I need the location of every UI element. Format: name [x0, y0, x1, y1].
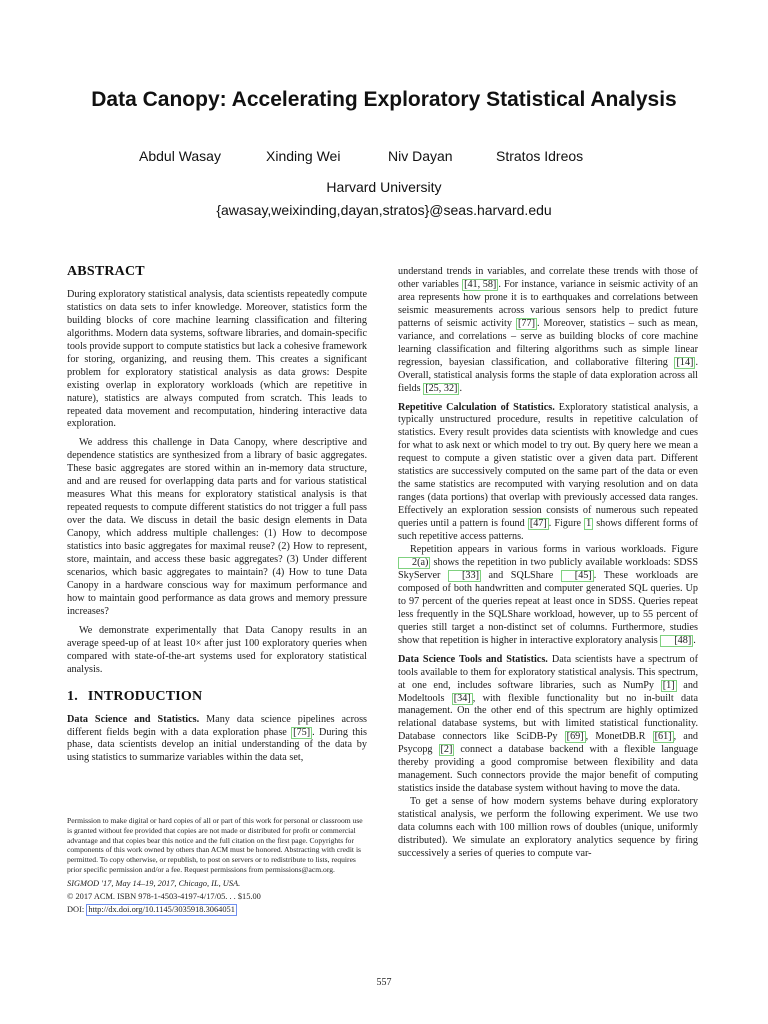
paper-title: Data Canopy: Accelerating Exploratory Statistical Analysis — [91, 88, 677, 111]
figure-reference-link[interactable]: 2(a) — [398, 557, 430, 569]
author-name: Abdul Wasay — [139, 148, 221, 164]
author-emails: {awasay,weixinding,dayan,stratos}@seas.harvard.edu — [216, 202, 552, 218]
right-column — [398, 266, 698, 861]
intro-paragraph: Data Science Tools and Statistics. Data scientists have a spectrum of tools available to them for exploratory statistical analysis. This spectrum, at one end, includes software libraries, such as NumPy [1] and Modeltools [34] , with flexible functionality but no in-built data management. On the other end of this spectrum are highly optimized relational database systems, but with limited statistical functionality. Database connectors like SciDB-Py [69] , MonetDB.R [61] , and Psycopg [2] connect a database backend with a flexible language thereby providing a good compromise between flexibility and data management. Such connectors provide the major benefit of computing statistics inside the database system without having to move the data. — [398, 653, 699, 795]
citation-link[interactable]: [1] — [662, 679, 675, 691]
abstract-heading: ABSTRACT — [67, 264, 145, 279]
citation-link[interactable]: [47] — [529, 518, 547, 530]
citation-link[interactable]: [69] — [566, 731, 584, 743]
citation-link[interactable]: [2] — [440, 744, 453, 756]
citation-link[interactable]: [14] — [676, 356, 694, 368]
author-name: Stratos Idreos — [496, 148, 584, 164]
intro-paragraph: Data Science and Statistics. Many data science pipelines across different fields begin with a data exploration phase [75] . During this phase, data scientists develop an initial understanding of the data by using statistics to summarize variables within the data set, — [67, 713, 367, 764]
doi-line: DOI: http://dx.doi.org/10.1145/3035918.3064051 — [67, 904, 235, 914]
citation-link[interactable]: [34] — [453, 692, 471, 704]
intro-paragraph: To get a sense of how modern systems behave during exploratory statistical analysis, we perform the following experiment. We use two data columns each with 100 million rows of doubles (unique, uniformly distributed). We simulate an exploratory analytics sequence by firing successively a series of queries to compute var- — [398, 796, 698, 859]
copyright-line: © 2017 ACM. ISBN 978-1-4503-4197-4/17/05. . . $15.00 — [67, 891, 261, 901]
section-title: INTRODUCTION — [87, 688, 203, 704]
abstract-paragraph: We demonstrate experimentally that Data Canopy results in an average speed-up of at least 10× after just 100 exploratory queries when compared with state-of-the-art systems used for exploratory statistical analysis. — [67, 624, 367, 675]
citation-link[interactable]: [41, 58] — [464, 278, 497, 290]
copyright-footnote — [67, 816, 367, 916]
left-column — [67, 266, 367, 765]
figure-reference-link[interactable]: 1 — [586, 518, 592, 530]
doi-link[interactable]: http://dx.doi.org/10.1145/3035918.3064051 — [88, 904, 235, 914]
affiliation: Harvard University — [326, 179, 442, 195]
citation-link[interactable]: [61] — [654, 731, 672, 743]
author-name: Niv Dayan — [388, 148, 453, 164]
introduction-heading — [67, 688, 367, 704]
permission-notice: Permission to make digital or hard copies of all or part of this work for personal or classroom use is granted without fee provided that copies are not made or distributed for profit or commercial advantage and that copies bear this notice and the full citation on the first page. Copyrights for components of this work owned by others than ACM must be honored. Abstracting with credit is permitted. To copy otherwise, or republish, to post on servers or to redistribute to lists, requires prior specific permission and/or a fee. Request permissions from permissions@acm.org. — [67, 816, 363, 874]
citation-link[interactable]: [33] — [448, 570, 481, 582]
paragraph-heading: Repetitive Calculation of Statistics. — [398, 401, 555, 413]
citation-link[interactable]: [25, 32] — [425, 382, 458, 394]
intro-paragraph-continued: understand trends in variables, and correlate these trends with those of other variables [41, 58] . For instance, variance in seismic activity of an area represents how prone it is to earthquakes and correlations between seismic measurements across various sensors help to predict future patterns of seismic activity [77] . Moreover, statistics – such as mean, variance, and correlations – serve as building blocks of core machine learning classification and filtering algorithms such as simple linear regression, bayesian classification, and collaborative filtering [14] . Overall, statistical analysis forms the staple of data exploration across all fields [25, 32] . — [398, 266, 698, 394]
citation-link[interactable]: [48] — [660, 635, 693, 647]
abstract-paragraph: During exploratory statistical analysis, data scientists repeatedly compute statistics on data sets to infer knowledge. Moreover, statistics form the building blocks of core machine learning classification and filtering algorithms. Modern data systems, software libraries, and domain-specific tools provide support to compute statistics but lack a cohesive framework for storing, organizing, and reusing them. This creates a significant problem for exploratory statistical analysis as data grows: Despite existing overlap in exploratory workloads (which are repetitive in nature), statistics are always computed from scratch. This leads to repeated data movement and recomputation, hindering interactive data exploration. — [67, 288, 367, 430]
author-list — [0, 148, 768, 166]
citation-link[interactable]: [77] — [517, 317, 535, 329]
citation-link[interactable]: [45] — [561, 570, 594, 582]
section-number: 1. — [67, 688, 78, 704]
citation-link[interactable]: [75] — [293, 726, 311, 738]
abstract-paragraph: We address this challenge in Data Canopy, where descriptive and dependence statistics are synthesized from a library of basic aggregates. These basic aggregates are stored within an in-memory data structure, and and are reused for overlapping data parts and for various statistical measures What this means for exploratory statistical analysis is that repeated requests to compute different statistics do not trigger a full pass over the data. We discuss in detail the basic design elements in Data Canopy, which address multiple challenges: (1) How to decompose statistics into basic aggregates for maximal reuse? (2) How to represent, store, maintain, and access these basic aggregates? (3) Under different scenarios, which basic aggregates to maintain? (4) How to tune Data Canopy in a hardware conscious way for maximum performance and how to maintain good performance as data grows and memory pressure increases? — [67, 437, 367, 617]
page-number: 557 — [376, 977, 392, 988]
intro-paragraph: Repetitive Calculation of Statistics. Exploratory statistical analysis, a typically unstructured procedure, results in repetitive calculation of statistics. Every result provides data scientists with knowledge and cues for what to ask next or which model to try out. By query here we mean a request to compute a given statistic over a given data part. Different statistics are successively computed on the same part of the data or even the same statistics are recomputed with varying resolution and on data ranges (data portions) that overlap with previously accessed data ranges. Effectively an exploration session consists of numerous such repeated queries until a pattern is found [47] . Figure 1 shows different forms of such repetitive access patterns. — [398, 401, 698, 543]
conference-info: SIGMOD '17, May 14–19, 2017, Chicago, IL, USA. — [67, 878, 241, 888]
paragraph-heading: Data Science Tools and Statistics. — [398, 653, 548, 665]
intro-paragraph: Repetition appears in various forms in various workloads. Figure 2(a) shows the repetition in two publicly available workloads: SDSS SkyServer [33] and SQLShare [45] . These workloads are composed of both handwritten and computer generated SQL queries. Up to 97 percent of the queries repeat at least once in SDSS. Queries repeat less frequently in the SQLShare workload, however, up to 55 percent of queries still target a non-distinct set of columns. Furthermore, studies show that repetition is higher in interactive exploratory analysis [48] . — [398, 544, 698, 646]
author-name: Xinding Wei — [266, 148, 341, 164]
paragraph-heading: Data Science and Statistics. — [67, 713, 200, 725]
